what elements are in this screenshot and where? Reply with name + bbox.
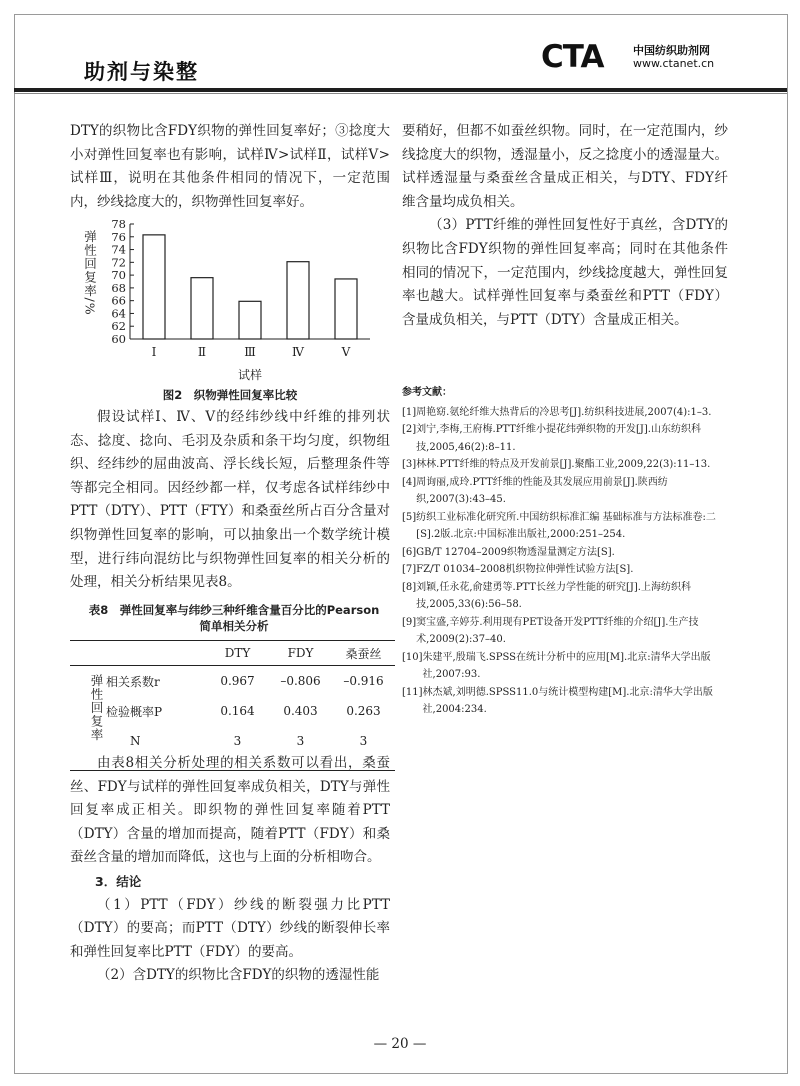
reference-number: [10] bbox=[402, 651, 423, 663]
reference-text: GB/T 12704–2009织物透湿量测定方法[S]. bbox=[416, 546, 615, 558]
references bbox=[402, 384, 732, 719]
y-axis-label: 弹性回复率/% bbox=[82, 230, 98, 316]
reference-number: [11] bbox=[402, 686, 423, 698]
reference-number: [4] bbox=[402, 476, 417, 488]
left-paragraph-2: 假设试样Ⅰ、Ⅳ、Ⅴ的经纬纱线中纤维的排列状态、捻度、捻向、毛羽及杂质和条干均匀度，织物组织、经纬纱的屈曲波高、浮长线长短，后整理条件等等都完全相同。因经纱都一样，仅考虑各试样纬纱中PTT（DTY）、PTT（FTY）和桑蚕丝所占百分含量对织物弹性回复率的影响，可以抽象出一个数学统计模型，进行纬向混纺比与织物弹性回复率的相关分析的处理，相关分析结果见表8。 bbox=[70, 409, 390, 591]
reference-item bbox=[402, 544, 732, 562]
x-tick-label: Ⅲ bbox=[244, 345, 256, 359]
reference-number: [7] bbox=[402, 564, 417, 575]
reference-text: 林林.PTT纤维的特点及开发前景[J].聚酯工业,2009,22(3):11–13. bbox=[416, 459, 711, 470]
table-caption-line-2: 简单相关分析 bbox=[199, 619, 269, 633]
logo-url: www.ctanet.cn bbox=[633, 57, 715, 70]
reference-number: [5] bbox=[402, 511, 417, 523]
table-header-row bbox=[70, 641, 395, 666]
x-tick-label: Ⅳ bbox=[292, 345, 304, 359]
right-paragraph-2: （3）PTT纤维的弹性回复性好于真丝，含DTY的织物比含FDY织物的弹性回复率高；同时在其他条件相同的情况下，一定范围内，纱线捻度越大，弹性回复率也越大。试样弹性回复率与桑蚕丝和PTT（FDY）含量成负相关，与PTT（DTY）含量成正相关。 bbox=[402, 217, 728, 328]
bar-chart bbox=[70, 212, 390, 390]
col-silk: 桑蚕丝 bbox=[345, 646, 382, 661]
header-rule bbox=[14, 88, 787, 92]
y-tick-label: 60 bbox=[111, 332, 126, 346]
reference-item bbox=[402, 421, 732, 456]
bar bbox=[287, 262, 309, 339]
table-row: N 3 3 3 bbox=[130, 734, 368, 748]
x-tick-label: Ⅱ bbox=[197, 345, 207, 359]
y-tick-label: 74 bbox=[111, 242, 126, 257]
left-body-3 bbox=[70, 752, 390, 988]
reference-number: [1] bbox=[402, 406, 417, 418]
bar bbox=[191, 278, 213, 339]
reference-item bbox=[402, 684, 732, 719]
reference-text: 刘颖,任永花,俞建勇等.PTT长丝力学性能的研究[J].上海纺织科技,2005,33(6):56–58. bbox=[416, 581, 691, 610]
y-tick-label: 62 bbox=[111, 319, 126, 334]
reference-number: [6] bbox=[402, 546, 417, 558]
reference-text: 朱建平,殷瑞飞.SPSS在统计分析中的应用[M].北京:清华大学出版社,2007:93. bbox=[422, 651, 711, 680]
y-tick-label: 66 bbox=[111, 293, 126, 308]
table-row: 检验概率P 0.164 0.403 0.263 bbox=[106, 704, 381, 719]
col-dty: DTY bbox=[224, 646, 251, 660]
reference-text: 纺织工业标准化研究所.中国纺织标准汇编 基础标准与方法标准卷:二[S].2版.北京:中国标准出版社,2000:251–254. bbox=[416, 511, 716, 540]
x-tick-label: Ⅰ bbox=[151, 345, 157, 359]
y-tick-label: 64 bbox=[111, 306, 126, 321]
reference-item bbox=[402, 456, 732, 474]
reference-number: [2] bbox=[402, 424, 417, 435]
reference-item bbox=[402, 474, 732, 509]
x-axis-label: 试样 bbox=[237, 368, 263, 382]
page-number: — 20 — bbox=[373, 1036, 427, 1052]
bar bbox=[239, 301, 261, 339]
reference-item bbox=[402, 614, 732, 649]
bar bbox=[335, 279, 357, 339]
y-tick-label: 68 bbox=[111, 280, 126, 295]
section-title: 助剂与染整 bbox=[84, 60, 199, 84]
y-tick-label: 78 bbox=[111, 217, 126, 231]
reference-text: FZ/T 01034–2008机织物拉伸弹性试验方法[S]. bbox=[416, 564, 634, 575]
reference-number: [3] bbox=[402, 459, 417, 470]
cta-logo: CTA bbox=[541, 39, 604, 75]
logo-chinese-name: 中国纺织助剂网 bbox=[633, 44, 710, 57]
left-intro bbox=[70, 120, 390, 214]
figure-caption: 图2 织物弹性回复率比较 bbox=[162, 388, 298, 402]
reference-item bbox=[402, 579, 732, 614]
reference-item bbox=[402, 649, 732, 684]
reference-number: [9] bbox=[402, 616, 417, 628]
section-heading-conclusion: 3．结论 bbox=[95, 873, 142, 889]
left-paragraph-5: （2）含DTY的织物比含FDY的织物的透湿性能 bbox=[97, 967, 380, 984]
y-tick-label: 72 bbox=[111, 255, 126, 270]
y-tick-label: 70 bbox=[111, 268, 126, 283]
reference-item bbox=[402, 561, 732, 579]
table-row: 相关系数r 0.967 –0.806 –0.916 bbox=[106, 674, 384, 689]
left-paragraph-3: 由表8相关分析处理的相关系数可以看出，桑蚕丝、FDY与试样的弹性回复率成负相关，DTY与弹性回复率成正相关。即织物的弹性回复率随着PTT（DTY）含量的增加而提高，随着PTT（FDY）和桑蚕丝含量的增加而降低，这也与上面的分析相吻合。 bbox=[70, 755, 390, 866]
row-group-label: 弹性回复率 bbox=[89, 674, 104, 742]
reference-text: 周艳窈.氨纶纤维大热背后的冷思考[J].纺织科技进展,2007(4):1–3. bbox=[416, 406, 712, 418]
right-paragraph-1: 要稍好，但都不如蚕丝织物。同时，在一定范围内，纱线捻度大的织物，透湿量小，反之捻度小的透湿量大。试样透湿量与桑蚕丝含量成正相关，与DTY、FDY纤维含量均成负相关。 bbox=[402, 123, 728, 210]
left-body-2 bbox=[70, 406, 390, 595]
reference-item bbox=[402, 509, 732, 544]
left-paragraph-1: DTY的织物比含FDY织物的弹性回复率好；③捻度大小对弹性回复率也有影响，试样Ⅳ>试样Ⅱ，试样Ⅴ>试样Ⅲ，说明在其他条件相同的情况下，一定范围内，纱线捻度大的，织物弹性回复率好。 bbox=[70, 123, 390, 210]
reference-item bbox=[402, 404, 732, 422]
reference-text: 刘宁,李梅,王府梅.PTT纤维小提花纬弹织物的开发[J].山东纺织科技,2005,46(2):8–11. bbox=[416, 424, 701, 453]
table-caption-line-1: 表8 弹性回复率与纬纱三种纤维含量百分比的Pearson bbox=[88, 603, 380, 617]
reference-text: 林杰斌,刘明德.SPSS11.0与统计模型构建[M].北京:清华大学出版社,2004:234. bbox=[422, 686, 713, 715]
y-tick-label: 76 bbox=[111, 229, 126, 244]
right-body bbox=[402, 120, 728, 332]
x-tick-label: Ⅴ bbox=[341, 345, 351, 359]
left-paragraph-4: （1）PTT（FDY）纱线的断裂强力比PTT（DTY）的要高；而PTT（DTY）纱线的断裂伸长率和弹性回复率比PTT（FDY）的要高。 bbox=[70, 896, 390, 960]
table-caption bbox=[64, 602, 404, 634]
reference-text: 周询丽,成玲.PTT纤维的性能及其发展应用前景[J].陕西纺织,2007(3):43–45. bbox=[416, 476, 668, 505]
header-rule-thin bbox=[14, 93, 787, 94]
bar bbox=[143, 235, 165, 339]
reference-number: [8] bbox=[402, 581, 417, 593]
references-heading: 参考文献： bbox=[402, 387, 452, 398]
col-fdy: FDY bbox=[287, 646, 314, 660]
reference-text: 窦宝盛,辛婷芬.利用现有PET设备开发PTT纤维的介绍[J].生产技术,2009(2):37–40. bbox=[416, 616, 699, 645]
